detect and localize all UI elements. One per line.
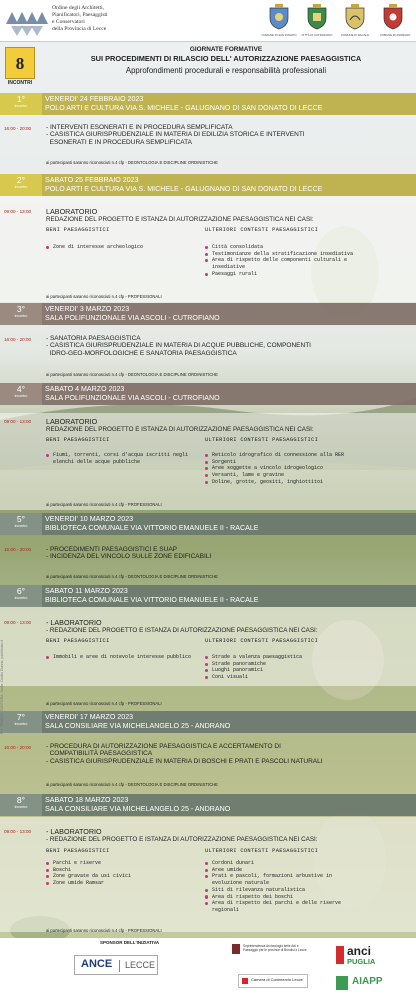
list-item-cont: regionali [212,906,240,913]
session-number: 3° incontro [0,303,42,325]
session-number: 8° incontro [0,794,42,816]
session-credit: ai partecipanti saranno riconosciuti n.4 cfp - DEONTOLOGIA E DISCIPLINE ORDINISTICHE [46,574,218,579]
list-item: Reticolo idrografico di connessione alla RER [205,452,410,459]
anci-sub: PUGLIA [347,957,376,966]
session-number: 1° incontro [0,93,42,115]
title-line3: Approfondimenti procedurali e responsabilità professionali [125,66,327,75]
list-item: Aree soggette a vincolo idrogeologico [205,465,410,472]
contesti-list [205,860,410,914]
session-date: VENERDI' 10 MARZO 2023 [45,515,134,523]
session-topics [46,335,311,357]
session-credit: ai partecipanti saranno riconosciuti n.4 cfp - PROFESSIONALI [46,928,162,933]
org-name [52,5,108,33]
session-topics [46,743,323,765]
list-item: Strade panoramiche [205,661,410,668]
list-item: Paesaggi rurali [205,271,410,278]
session-place: SALA POLIFUNZIONALE VIA ASCOLI - CUTROFIANO [45,314,220,322]
session-place: SALA POLIFUNZIONALE VIA ASCOLI - CUTROFIANO [45,394,220,402]
aiapp-text: AIAPP [352,976,383,987]
session-number: 7° incontro [0,711,42,733]
list-item: Sorgenti [205,459,410,466]
session-time: 09:00 - 13:00 [4,209,32,214]
session-place: SALA CONSILIARE VIA MICHELANGELO 25 - ANDRANO [45,722,231,730]
lab-title: - LABORATORIO [46,827,102,836]
session-time: 09:00 - 13:00 [4,829,32,834]
topic-line: - SANATORIA PAESAGGISTICA [46,335,141,342]
contesti-list [205,452,410,486]
soprintendenza-label: Soprintendenza Archeologia belle Arti e Paesaggio per le province di Brindisi e Lecce [243,944,307,952]
topic-line: - PROCEDIMENTI PAESAGGISTICI E SUAP [46,546,177,553]
session-time: 09:00 - 13:00 [4,419,32,424]
crest-cutrofiano-icon [306,4,328,30]
incontri-label: INCONTRI [7,80,33,86]
comune-label: COMUNE DI RACALE [341,33,369,37]
list-item: Città consolidata [205,244,410,251]
session-date: SABATO 18 MARZO 2023 [45,796,129,804]
list-item: Parchi e riserve [46,860,201,867]
list-item: Siti di rilevanza naturalistica [205,887,410,894]
topic-line: - CASISTICA GIURISPRUDENZIALE IN MATERIA DI BOSCHI E PRATI E PASCOLI NATURALI [46,757,323,765]
anci-icon [336,946,344,964]
org-line: e Conservatori [52,19,85,25]
lab-subtitle: - REDAZIONE DEL PROGETTO E ISTANZA DI AUTORIZZAZIONE PAESAGGISTICA NEI CASI: [46,627,318,634]
session-credit: ai partecipanti saranno riconosciuti n.4 cfp - PROFESSIONALI [46,502,162,507]
topic-line: - INTERVENTI ESONERATI E IN PROCEDURA SEMPLIFICATA [46,124,233,131]
topic-line: - PROCEDURA DI AUTORIZZAZIONE PAESAGGISTICA E ACCERTAMENTO DI [46,743,281,750]
session-number: 6° incontro [0,585,42,607]
ance-text: ANCE [81,958,113,970]
session-bar-6 [0,585,416,607]
header [0,0,416,42]
list-item-cont: elenchi delle acque pubbliche [53,458,141,465]
topic-line: ESONERATI E IN PROCEDURA SEMPLIFICATA [46,138,192,146]
list-item: Area di rispetto dei boschi [205,894,410,901]
list-item: Boschi [46,867,201,874]
incontri-count-badge: 8 [5,47,35,79]
session-place: BIBLIOTECA COMUNALE VIA VITTORIO EMANUELE II - RACALE [45,524,259,532]
contesti-title: ULTERIORI CONTESTI PAESAGGISTICI [205,437,319,443]
beni-list [46,654,201,661]
ordine-architetti-logo [4,4,48,38]
session-credit: ai partecipanti saranno riconosciuti n.4 cfp - DEONTOLOGIA E DISCIPLINE ORDINISTICHE [46,372,218,377]
beni-title: BENI PAESAGGISTICI [46,437,110,443]
session-time: 16:00 - 20:00 [4,745,32,750]
session-bar-1 [0,93,416,115]
camera-label: Camera di Commercio Lecce [251,977,303,982]
list-item-cont: evoluzione naturale [212,880,270,887]
session-bar-3 [0,303,416,325]
aiapp-icon [336,976,348,990]
anci-puglia-logo [336,944,406,968]
session-number: 5° incontro [0,513,42,535]
list-item: Zone umide Ramsar [46,880,201,887]
anci-text: anci [347,944,372,958]
list-item: Testimonianze della stratificazione insediativa [205,251,410,258]
lab-subtitle: REDAZIONE DEL PROGETTO E ISTANZA DI AUTORIZZAZIONE PAESAGGISTICA NEI CASI: [46,426,314,433]
mibac-icon [232,944,240,954]
session-bar-8 [0,794,416,816]
crest-racale-icon [344,4,366,30]
ance-lecce-logo [74,955,158,975]
session-time: 16:00 - 20:00 [4,547,32,552]
list-item: Strade a valenza paesaggistica [205,654,410,661]
session-bar-7 [0,711,416,733]
contesti-title: ULTERIORI CONTESTI PAESAGGISTICI [205,638,319,644]
topic-line: - CASISTICA GIURISPRUDENZIALE IN MATERIA DI EDILIZIA STORICA E INTERVENTI [46,131,305,139]
list-item: Doline, grotte, geositi, inghiottitoi [205,479,410,486]
camera-icon [242,978,248,984]
title-line2: SUI PROCEDIMENTI DI RILASCIO DELL' AUTORIZZAZIONE PAESAGGISTICA [90,54,362,63]
session-credit: ai partecipanti saranno riconosciuti n.4 cfp - PROFESSIONALI [46,294,162,299]
list-item: Fiumi, torrenti, corsi d'acqua iscritti negli [46,452,201,459]
lab-subtitle: REDAZIONE DEL PROGETTO E ISTANZA DI AUTORIZZAZIONE PAESAGGISTICA NEI CASI: [46,216,314,223]
footer [0,938,416,1000]
lab-title: LABORATORIO [46,207,98,216]
lecce-text: LECCE [125,960,156,970]
session-bar-5 [0,513,416,535]
org-line: della Provincia di Lecce [52,26,107,32]
beni-title: BENI PAESAGGISTICI [46,227,110,233]
session-credit: ai partecipanti saranno riconosciuti n.4 cfp - DEONTOLOGIA E DISCIPLINE ORDINISTICHE [46,782,218,787]
list-item: Zone di interesse archeologico [46,244,201,251]
contesti-list [205,654,410,681]
session-bar-4 [0,383,416,405]
topic-line: - CASISTICA GIURISPRUDENZIALE IN MATERIA DI ACQUE PUBBLICHE, COMPONENTI [46,342,311,350]
comune-label: COMUNE DI SAN DONATO [261,33,297,37]
session-number: 2° incontro [0,174,42,196]
session-date: SABATO 4 MARZO 2023 [45,385,125,393]
title-block [0,44,416,90]
list-item: Cordoni dunari [205,860,410,867]
session-bar-2 [0,174,416,196]
comune-label: COMUNE DI ANDRANO [379,33,411,37]
sponsor-label: SPONSOR DELL'INIZIATIVA [100,940,160,945]
list-item: Area di rispetto dei parchi e delle riserve [205,900,410,907]
lab-title: - LABORATORIO [46,618,102,627]
topic-line: COMPATIBILITÀ PAESAGGISTICA [46,750,153,758]
beni-list [46,244,201,251]
list-item: Aree umide [205,867,410,874]
crest-andrano-icon [382,4,404,30]
list-item: Coni visuali [205,674,410,681]
session-place: POLO ARTI E CULTURA VIA S. MICHELE - GALUGNANO DI SAN DONATO DI LECCE [45,104,323,112]
camera-commercio-logo [238,974,308,988]
list-item: Immobili e aree di notevole interesse pubblico [46,654,201,661]
list-item: Versanti, lame e gravine [205,472,410,479]
list-item: Luoghi panoramici [205,667,410,674]
crest-san-donato-icon [268,4,290,30]
session-topics [46,546,211,561]
contesti-title: ULTERIORI CONTESTI PAESAGGISTICI [205,227,319,233]
session-date: SABATO 25 FEBBRAIO 2023 [45,176,139,184]
beni-list [46,452,201,465]
session-place: POLO ARTI E CULTURA VIA S. MICHELE - GALUGNANO DI SAN DONATO DI LECCE [45,185,323,193]
topic-line: IDRO-GEO-MORFOLOGICHE E SANATORIA PAESAGGISTICA [46,349,237,357]
beni-title: BENI PAESAGGISTICI [46,848,110,854]
list-item: Prati e pascoli, formazioni arbustive in [205,873,410,880]
org-line: Ordine degli Architetti, [52,5,105,11]
session-time: 16:00 - 20:00 [4,337,32,342]
lab-title: LABORATORIO [46,417,98,426]
session-date: SABATO 11 MARZO 2023 [45,587,128,595]
session-place: BIBLIOTECA COMUNALE VIA VITTORIO EMANUELE II - RACALE [45,596,259,604]
lab-subtitle: - REDAZIONE DEL PROGETTO E ISTANZA DI AUTORIZZAZIONE PAESAGGISTICA NEI CASI: [46,836,318,843]
session-place: SALA CONSILIARE VIA MICHELANGELO 25 - ANDRANO [45,805,231,813]
session-time: 09:00 - 13:00 [4,620,32,625]
session-topics [46,124,305,146]
session-date: VENERDI' 3 MARZO 2023 [45,305,130,313]
aiapp-logo [336,974,408,994]
contesti-list [205,244,410,278]
contesti-title: ULTERIORI CONTESTI PAESAGGISTICI [205,848,319,854]
list-item: Zone gravate da usi civici [46,873,201,880]
list-item: Area di rispetto delle componenti culturali e [205,257,410,264]
session-time: 16:00 - 20:00 [4,126,32,131]
session-date: VENERDI' 17 MARZO 2023 [45,713,134,721]
session-credit: ai partecipanti saranno riconosciuti n.4 cfp - DEONTOLOGIA E DISCIPLINE ORDINISTICHE [46,160,218,165]
comune-label: CITTÀ DI CUTROFIANO [301,33,333,37]
session-date: VENERDI' 24 FEBBRAIO 2023 [45,95,144,103]
title-line1: GIORNATE FORMATIVE [189,46,263,53]
divider [119,960,120,972]
beni-list [46,860,201,887]
session-credit: ai partecipanti saranno riconosciuti n.4 cfp - PROFESSIONALI [46,701,162,706]
beni-title: BENI PAESAGGISTICI [46,638,110,644]
photo-credit: PH. FRANCO TORTORA - fonte: Ovidio Donno, pubblicato.it [0,640,4,734]
org-line: Pianificatori, Paesaggisti [52,12,108,18]
topic-line: - INCIDENZA DEL VINCOLO SULLE ZONE EDIFICABILI [46,553,212,561]
list-item-cont: insediative [212,264,246,271]
session-number: 4° incontro [0,383,42,405]
